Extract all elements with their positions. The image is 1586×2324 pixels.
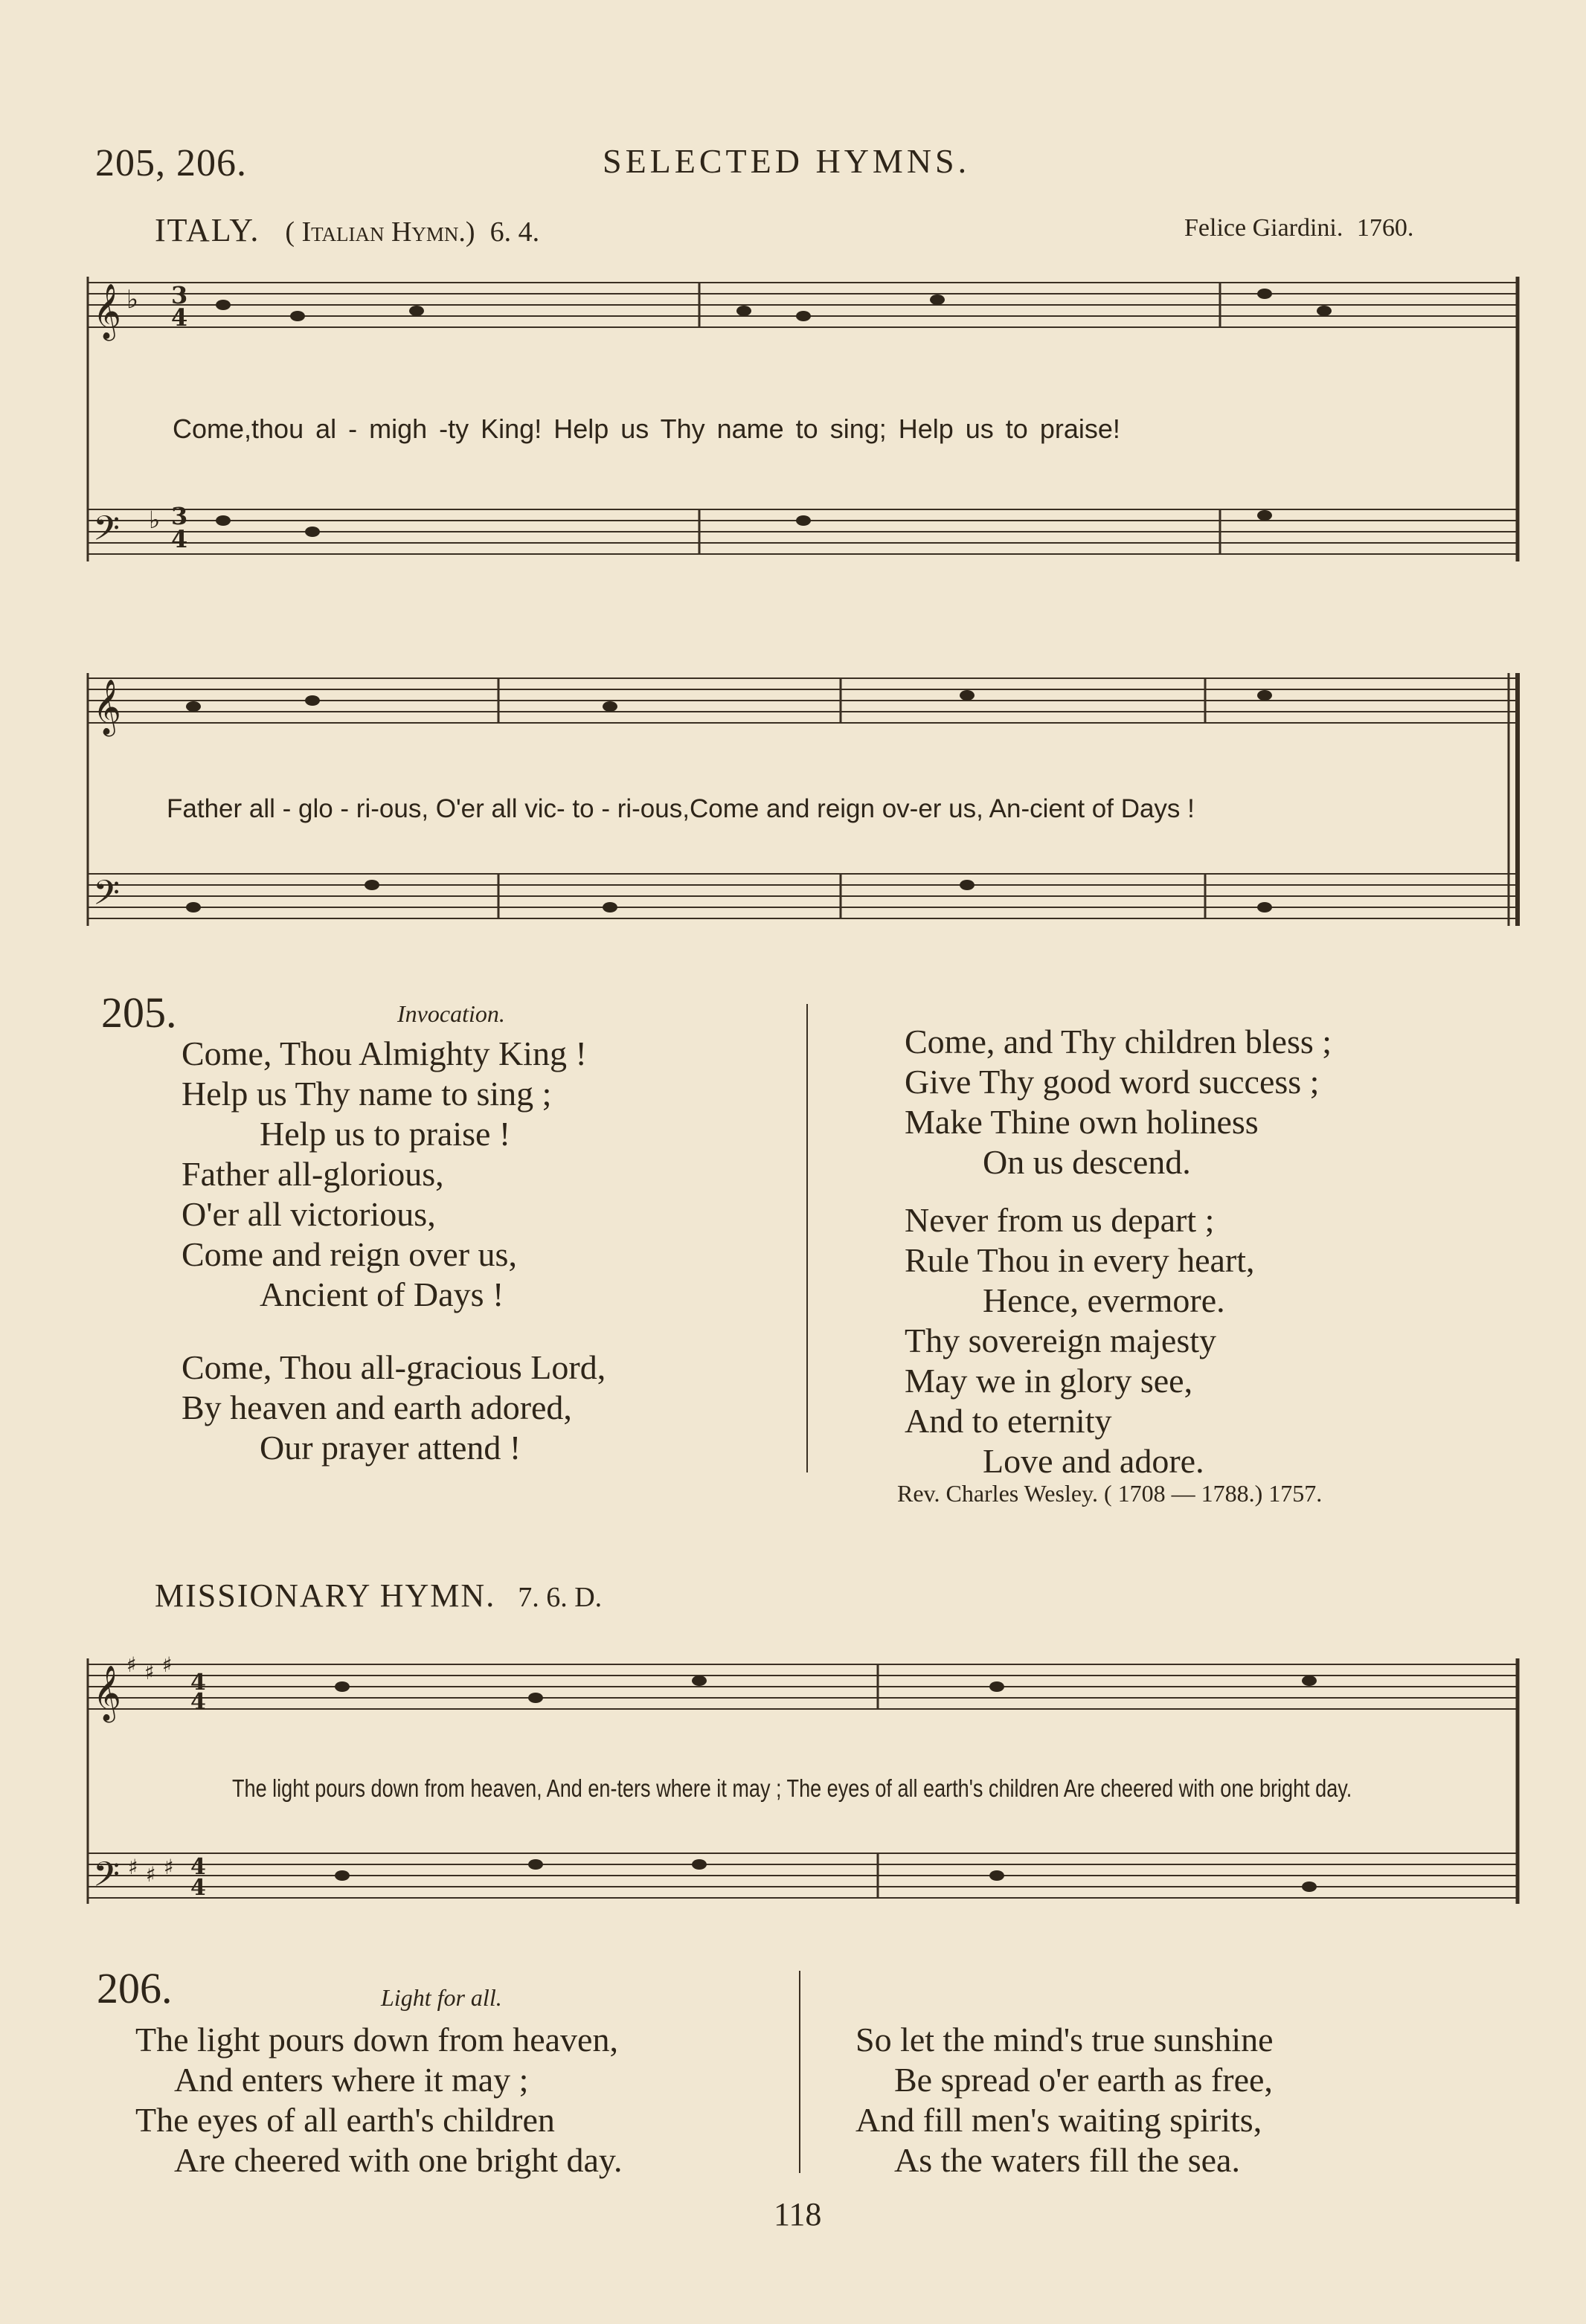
- treble-clef-icon: 𝄞: [93, 284, 121, 339]
- svg-text:♯: ♯: [146, 1862, 156, 1887]
- hymn-206-right-column: [855, 2020, 1274, 2180]
- verse-line: Be spread o'er earth as free,: [894, 2061, 1273, 2099]
- verse-line: Never from us depart ;: [905, 1201, 1215, 1239]
- missionary-bass-staff: [88, 1853, 1518, 1898]
- svg-text:4: 4: [171, 303, 188, 332]
- verse-line: May we in glory see,: [905, 1362, 1193, 1400]
- svg-text:♯: ♯: [126, 1652, 137, 1677]
- missionary-heading: [155, 1577, 602, 1615]
- page-title: SELECTED HYMNS.: [603, 142, 971, 180]
- verse-line: The eyes of all earth's children: [135, 2101, 555, 2139]
- missionary-tune-name: MISSIONARY HYMN.: [155, 1577, 496, 1614]
- missionary-treble-staff: [88, 1664, 1518, 1709]
- svg-text:4: 4: [190, 1689, 206, 1715]
- italy-bass-staff-2: [88, 874, 1518, 918]
- svg-text:𝄢: 𝄢: [93, 873, 121, 921]
- bass-clef-icon: 𝄢: [93, 509, 121, 557]
- svg-text:𝄞: 𝄞: [93, 680, 121, 735]
- verse-line: Ancient of Days !: [260, 1275, 504, 1313]
- verse-line: So let the mind's true sunshine: [855, 2021, 1274, 2059]
- italy-treble-staff-2: [88, 678, 1518, 723]
- svg-text:♯: ♯: [128, 1855, 138, 1879]
- verse-line: Come, Thou Almighty King !: [182, 1034, 587, 1072]
- italy-lyrics-line-2: Father all - glo - ri-ous, O'er all vic- to - ri-ous,Come and reign ov-er us, An-cient of Days !: [167, 794, 1195, 823]
- svg-text:3: 3: [171, 281, 188, 309]
- verse-line: Thy sovereign majesty: [905, 1322, 1217, 1359]
- svg-text:𝄞: 𝄞: [93, 1666, 121, 1721]
- verse-line: Father all-glorious,: [182, 1155, 444, 1193]
- italy-meter: 6. 4.: [489, 216, 540, 248]
- hymn-205-number: 205.: [101, 988, 177, 1037]
- italy-lyrics-line-1: Come,thou al - migh -ty King! Help us Thy name to sing; Help us to praise!: [173, 413, 1120, 444]
- hymn-205-attribution: Rev. Charles Wesley. ( 1708 — 1788.) 1757.: [897, 1480, 1323, 1507]
- verse-line: Make Thine own holiness: [905, 1103, 1259, 1141]
- verse-line: Our prayer attend !: [260, 1429, 521, 1467]
- verse-line: And enters where it may ;: [174, 2061, 529, 2099]
- hymn-206-number: 206.: [97, 1964, 173, 2012]
- italy-alt-name: ( Italian Hymn.): [285, 216, 475, 248]
- hymn-numbers-header: 205, 206.: [95, 142, 247, 184]
- svg-text:♯: ♯: [164, 1855, 174, 1879]
- hymn-205-left-column: [182, 1034, 606, 1468]
- svg-text:♭: ♭: [149, 506, 161, 534]
- verse-line: Are cheered with one bright day.: [174, 2141, 623, 2179]
- verse-line: Give Thy good word success ;: [905, 1063, 1320, 1101]
- verse-line: The light pours down from heaven,: [135, 2021, 618, 2059]
- svg-text:4: 4: [190, 1875, 206, 1901]
- verse-line: O'er all victorious,: [182, 1195, 436, 1233]
- verse-line: Hence, evermore.: [983, 1281, 1225, 1319]
- verse-line: On us descend.: [983, 1143, 1191, 1181]
- hymn-206-subtitle: Light for all.: [381, 1984, 502, 2011]
- verse-line: Love and adore.: [983, 1442, 1204, 1480]
- svg-text:4: 4: [190, 1670, 206, 1696]
- verse-line: As the waters fill the sea.: [894, 2141, 1240, 2179]
- column-divider: [799, 1971, 800, 2173]
- missionary-meter: 7. 6. D.: [518, 1582, 603, 1613]
- composer-year: 1760.: [1356, 214, 1414, 242]
- svg-text:♭: ♭: [126, 285, 139, 315]
- verse-line: Rule Thou in every heart,: [905, 1241, 1255, 1279]
- page-number: 118: [774, 2196, 822, 2233]
- svg-text:♯: ♯: [144, 1660, 155, 1684]
- composer-name: Felice Giardini.: [1184, 214, 1343, 242]
- verse-line: Come, Thou all-gracious Lord,: [182, 1348, 606, 1386]
- svg-text:𝄢: 𝄢: [93, 1855, 121, 1903]
- hymn-205-right-column: [905, 1022, 1332, 1481]
- hymn-205-subtitle: Invocation.: [397, 1000, 505, 1027]
- hymn-206-left-column: [135, 2020, 622, 2180]
- svg-text:♯: ♯: [162, 1652, 173, 1677]
- missionary-lyrics: The light pours down from heaven, And en-ters where it may ; The eyes of all earth's children Are cheered with one bright day.: [232, 1774, 1352, 1802]
- svg-text:4: 4: [171, 525, 188, 553]
- svg-text:3: 3: [171, 502, 188, 530]
- verse-line: Help us to praise !: [260, 1115, 511, 1153]
- italy-tune-name: ITALY.: [155, 212, 260, 248]
- verse-line: By heaven and earth adored,: [182, 1388, 572, 1426]
- verse-line: And to eternity: [905, 1402, 1112, 1440]
- verse-line: Help us Thy name to sing ;: [182, 1075, 552, 1113]
- verse-line: Come and reign over us,: [182, 1235, 517, 1273]
- column-divider: [806, 1004, 808, 1472]
- verse-line: Come, and Thy children bless ;: [905, 1023, 1332, 1060]
- verse-line: And fill men's waiting spirits,: [855, 2101, 1262, 2139]
- svg-text:4: 4: [190, 1854, 206, 1880]
